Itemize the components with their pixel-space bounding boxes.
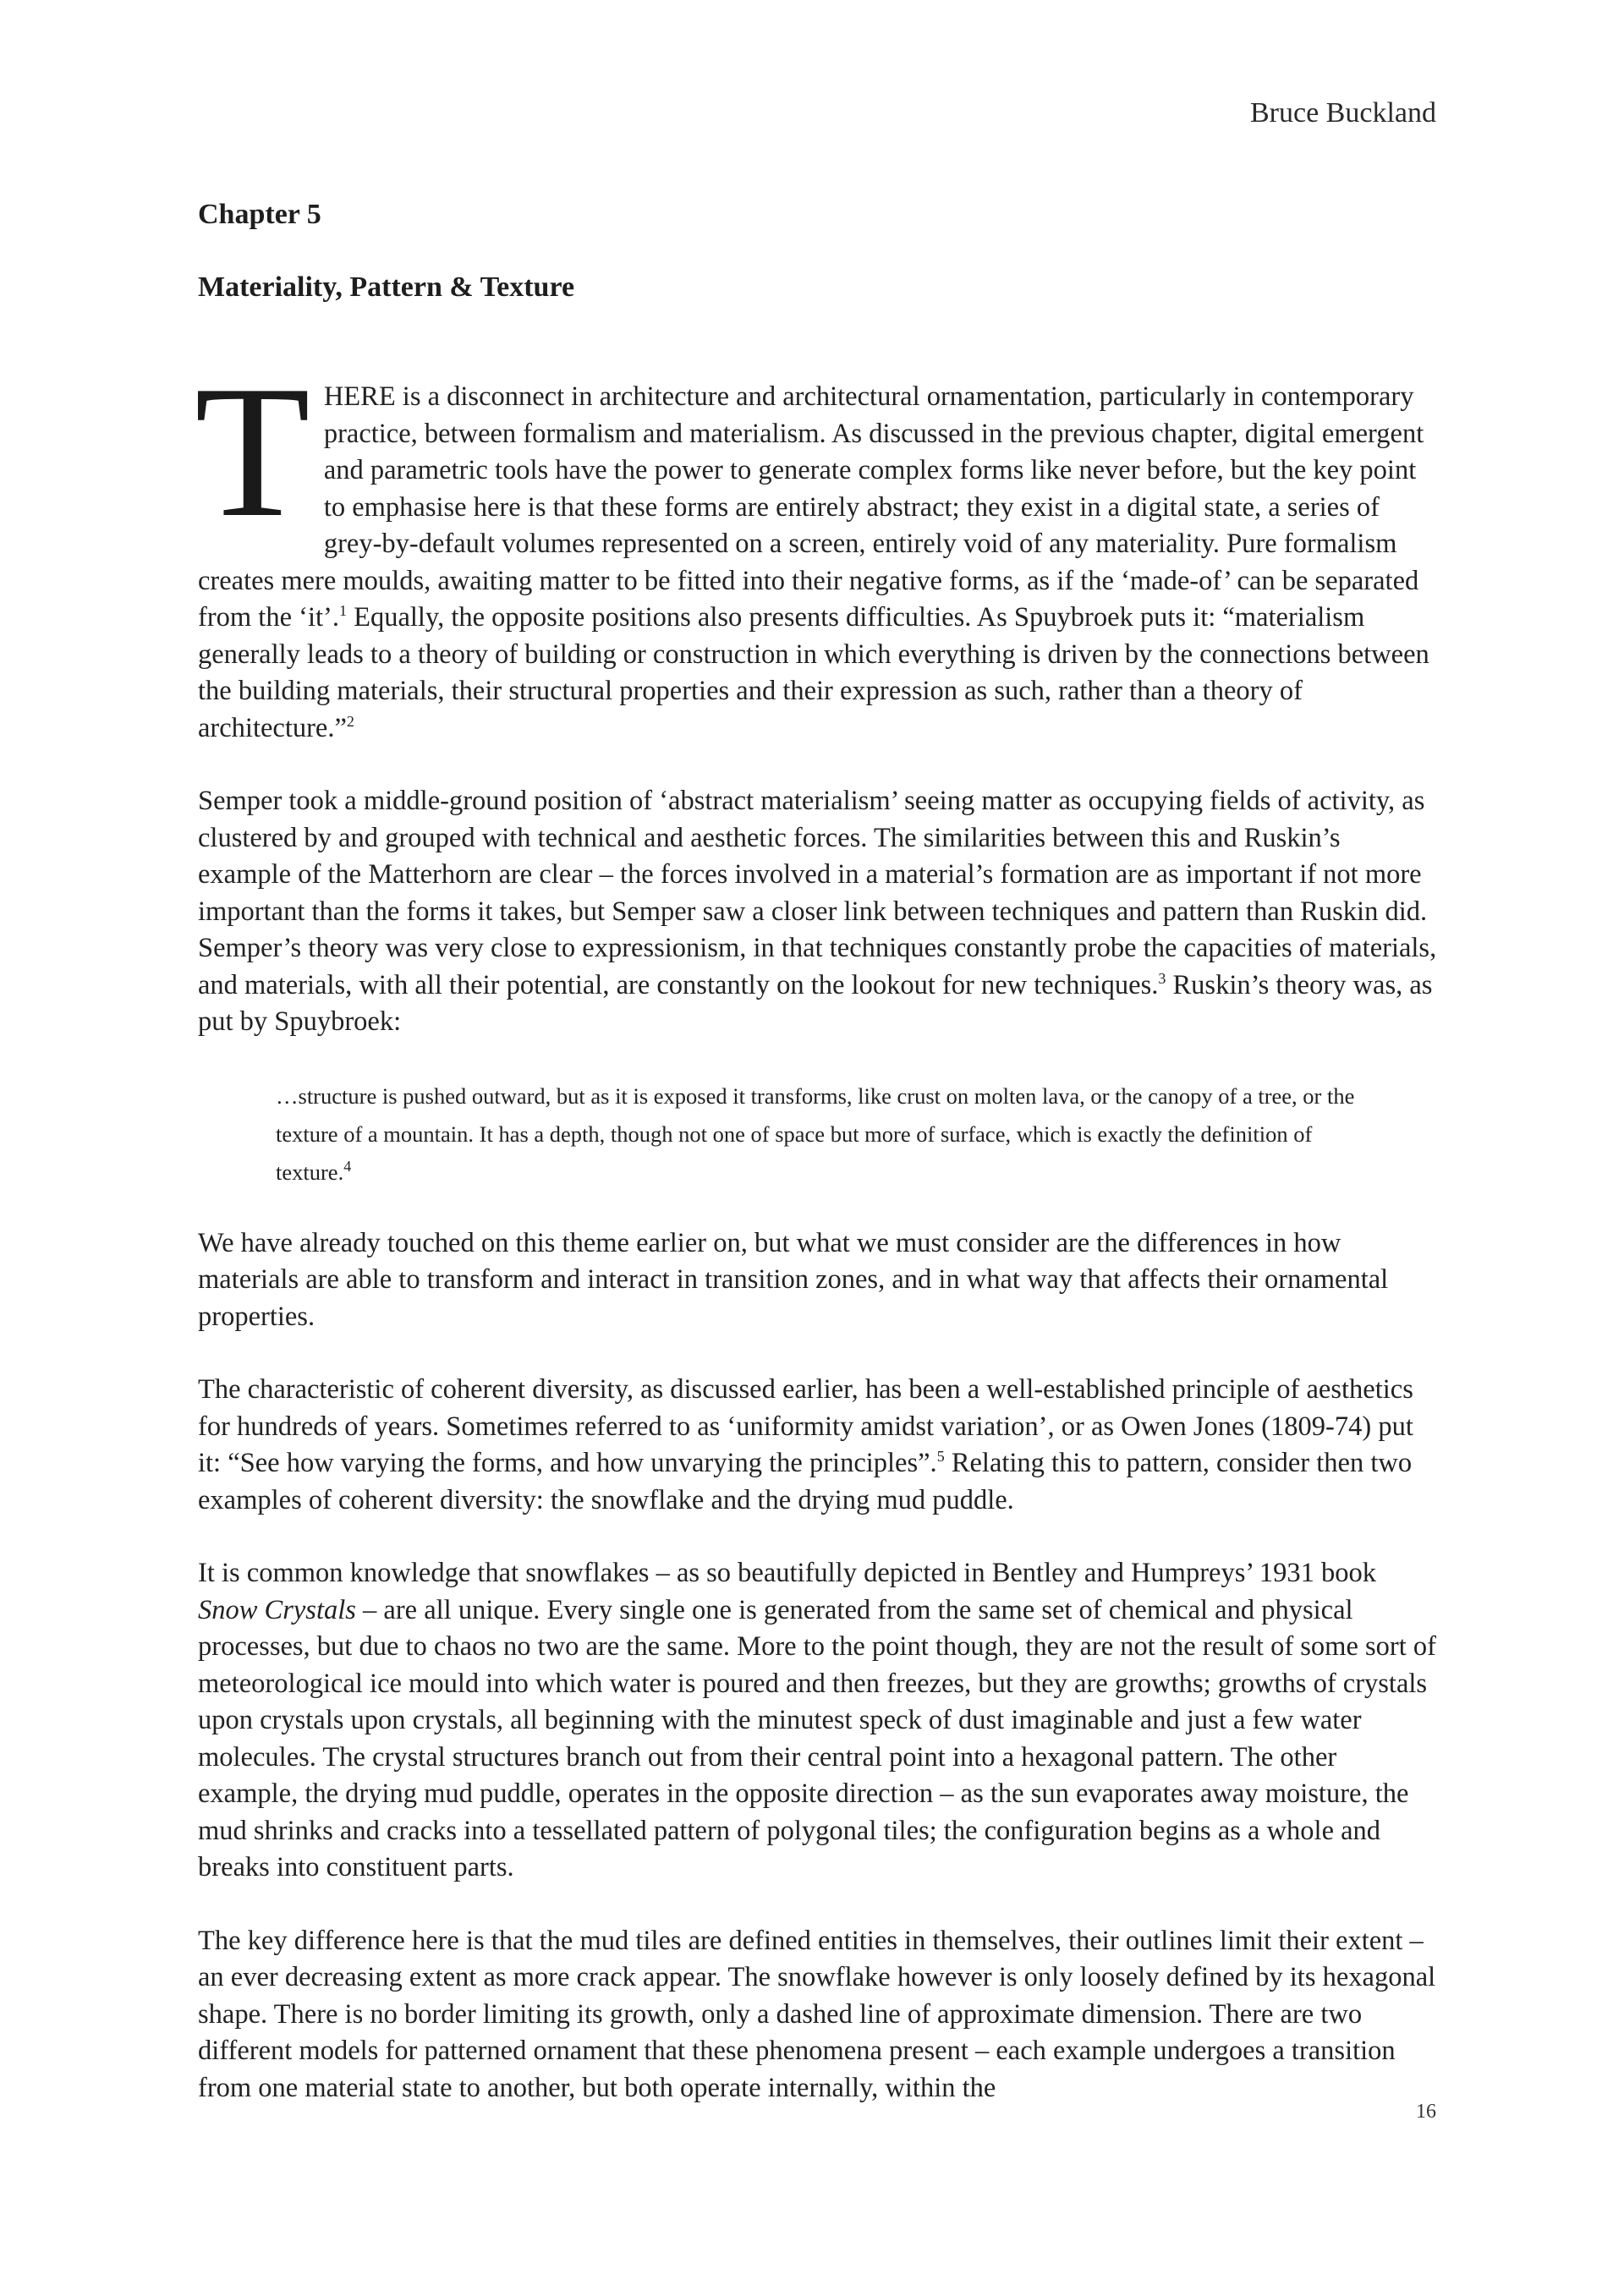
paragraph-4-text-a: The characteristic of coherent diversity, as discussed earlier, has been a well-established principle of aesthetics for hundreds of years. Sometimes referred to as ‘uniformity amidst variation’, or as Owen Jones (1809-74) put it: “See how varying the forms, and how unvarying the principles”. xyxy=(198,1374,1413,1478)
paragraph-2 xyxy=(198,783,1440,1041)
paragraph-2-text-b: Ruskin’s theory was, as put by Spuybroek: xyxy=(198,969,1433,1037)
page-number: 16 xyxy=(1416,2101,1436,2123)
paragraph-5-text-b: – are all unique. Every single one is generated from the same set of chemical and physical processes, but due to chaos no two are the same. More to the point though, they are not the result of some sort of meteorological ice mould into which water is poured and then freezes, but they are growths; growths of crystals upon crystals upon crystals, all beginning with the minutest speck of dust imaginable and just a few water molecules. The crystal structures branch out from their central point into a hexagonal pattern. The other example, the drying mud puddle, operates in the opposite direction – as the sun evaporates away moisture, the mud shrinks and cracks into a tessellated pattern of polygonal tiles; the configuration begins as a whole and breaks into constituent parts. xyxy=(198,1594,1436,1882)
paragraph-3: We have already touched on this theme earlier on, but what we must consider are the differences in how materials are able to transform and interact in transition zones, and in what way that affects their ornamental properties. xyxy=(198,1227,1389,1332)
footnote-ref-3: 3 xyxy=(1158,969,1166,987)
block-quote-text: …structure is pushed outward, but as it is exposed it transforms, like crust on molten lava, or the canopy of a tree, or the texture of a mountain. It has a depth, though not one of space but more of surface, which is exactly the definition of texture. xyxy=(276,1082,1355,1185)
paragraph-1 xyxy=(195,347,1440,747)
paragraph-1-text-b: Equally, the opposite positions also presents difficulties. As Spuybroek puts it: “materialism generally leads to a theory of building or construction in which everything is driven by the connections between the building materials, their structural properties and their expression as such, rather than a theory of architecture.” xyxy=(198,602,1429,743)
chapter-number: Chapter 5 xyxy=(198,199,321,230)
paragraph-4 xyxy=(198,1372,1440,1519)
running-header-author: Bruce Buckland xyxy=(1250,97,1436,129)
drop-cap: T xyxy=(195,347,310,556)
paragraph-6: The key difference here is that the mud tiles are defined entities in themselves, their outlines limit their extent – an ever decreasing extent as more crack appear. The snowflake however is only loosely defined by its hexagonal shape. There is no border limiting its growth, only a dashed line of approximate dimension. There are two different models for patterned ornament that these phenomena present – each example undergoes a transition from one material state to another, but both operate internally, within the xyxy=(198,1925,1436,2103)
block-quote xyxy=(276,1077,1375,1192)
footnote-ref-4: 4 xyxy=(343,1157,352,1175)
body-text xyxy=(195,347,1440,2143)
chapter-title: Materiality, Pattern & Texture xyxy=(198,271,575,303)
paragraph-4-text-b: Relating this to pattern, consider then two examples of coherent diversity: the snowflake and the drying mud puddle. xyxy=(198,1448,1413,1515)
book-title-italic: Snow Crystals xyxy=(198,1594,356,1625)
paragraph-5-text-a: It is common knowledge that snowflakes – as so beautifully depicted in Bentley and Humpreys’ 1931 book xyxy=(198,1558,1377,1588)
paragraph-2-text-a: Semper took a middle-ground position of ‘abstract materialism’ seeing matter as occupying fields of activity, as clustered by and grouped with technical and aesthetic forces. The similarities between this and Ruskin’s example of the Matterhorn are clear – the forces involved in a material’s formation are as important if not more important than the forms it takes, but Semper saw a closer link between techniques and pattern than Ruskin did. Semper’s theory was very close to expressionism, in that techniques constantly probe the capacities of materials, and materials, with all their potential, are constantly on the lookout for new techniques. xyxy=(198,786,1437,1000)
footnote-ref-2: 2 xyxy=(346,712,354,730)
paragraph-1-text-a: HERE is a disconnect in architecture and architectural ornamentation, particularly in contemporary practice, between formalism and materialism. As discussed in the previous chapter, digital emergent and parametric tools have the power to generate complex forms like never before, but the key point to emphasise here is that these forms are entirely abstract; they exist in a digital state, a series of grey-by-default volumes represented on a screen, entirely void of any materiality. Pure formalism creates mere moulds, awaiting matter to be fitted into their negative forms, as if the ‘made-of’ can be separated from the ‘it’. xyxy=(198,381,1424,633)
footnote-ref-5: 5 xyxy=(936,1448,945,1466)
paragraph-5 xyxy=(198,1555,1440,1887)
footnote-ref-1: 1 xyxy=(338,602,347,620)
